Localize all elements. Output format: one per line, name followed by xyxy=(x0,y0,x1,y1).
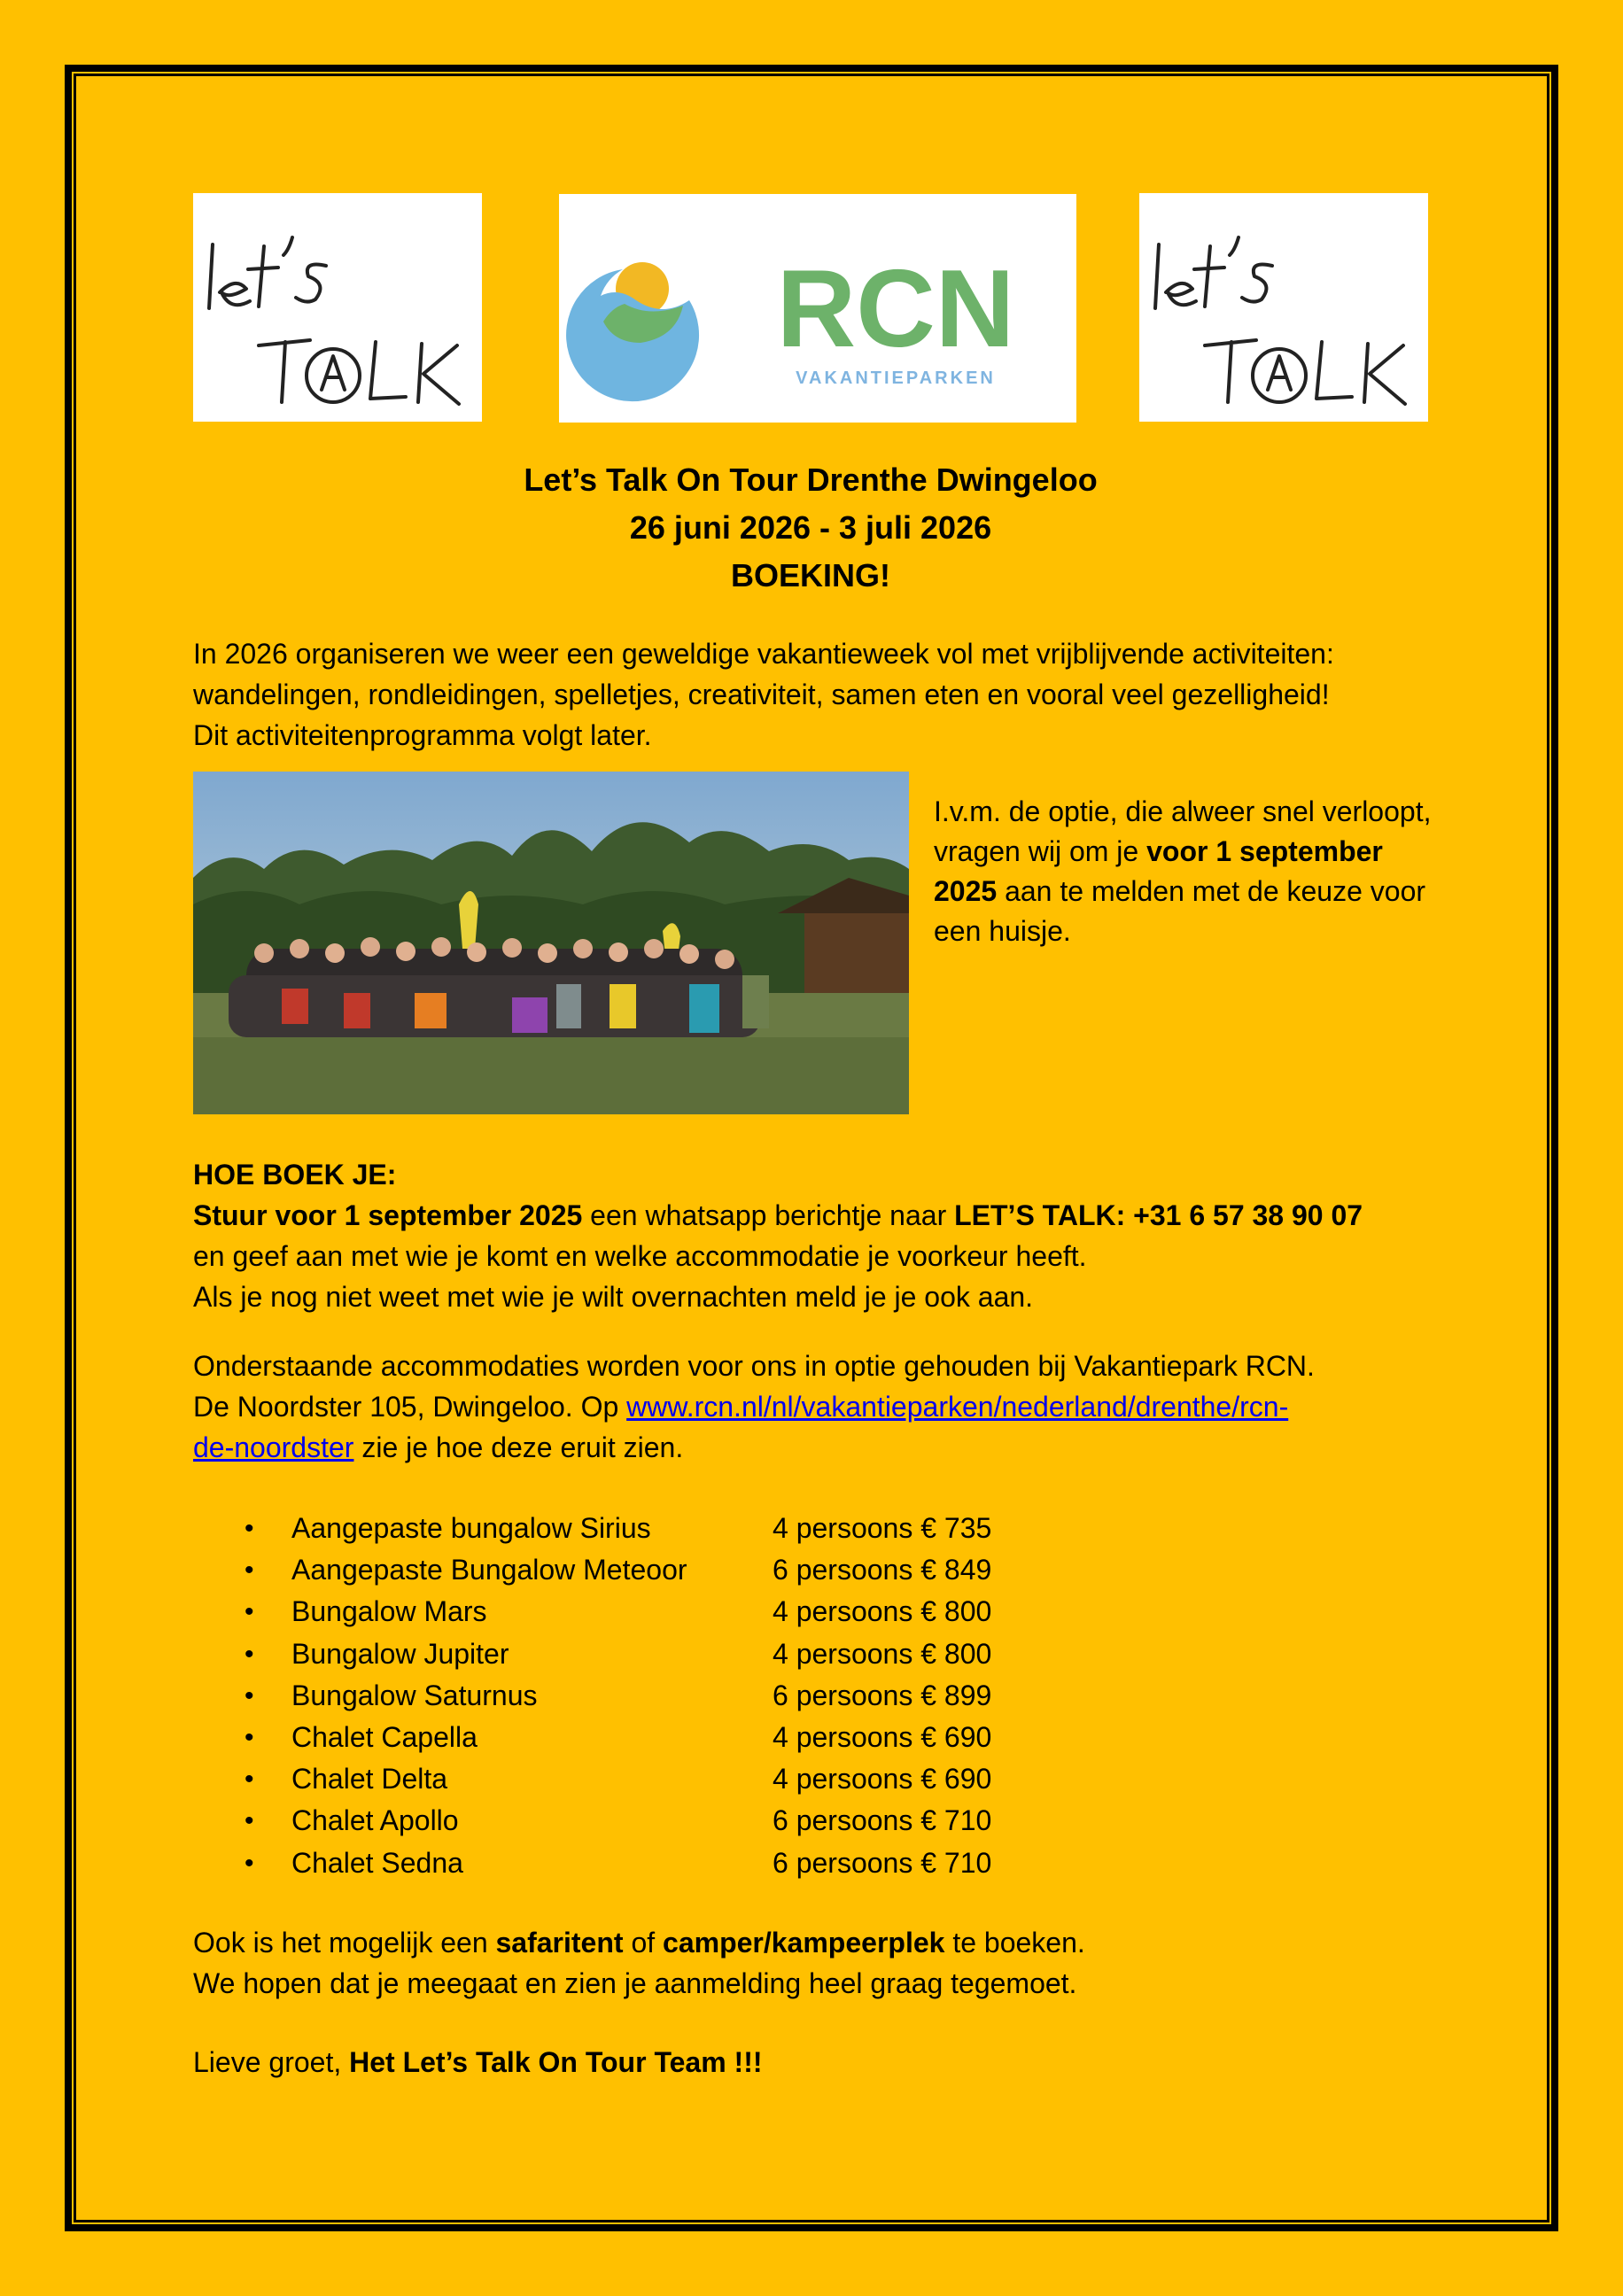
accommodation-price: 4 persoons € 690 xyxy=(773,1721,992,1754)
accommodation-item xyxy=(230,1800,1116,1842)
accommodation-name: Bungalow Jupiter xyxy=(291,1637,509,1670)
bullet-icon: • xyxy=(245,1848,254,1878)
bullet-icon: • xyxy=(245,1555,254,1586)
how-to-book-mid: een whatsapp berichtje naar xyxy=(582,1199,955,1231)
intro-line-3: Dit activiteitenprogramma volgt later. xyxy=(193,719,652,751)
accommodation-price: 4 persoons € 800 xyxy=(773,1637,992,1670)
how-to-book-contact: LET’S TALK: +31 6 57 38 90 07 xyxy=(954,1199,1363,1231)
closing-line-2: We hopen dat je meegaat en zien je aanmelding heel graag tegemoet. xyxy=(193,1967,1077,1999)
intro-paragraph xyxy=(193,633,1451,756)
bullet-icon: • xyxy=(245,1806,254,1836)
title-line-dates: 26 juni 2026 - 3 juli 2026 xyxy=(629,509,992,546)
greeting xyxy=(193,2042,1451,2083)
accommodation-item xyxy=(230,1675,1116,1717)
accommodation-name: Chalet Delta xyxy=(291,1763,448,1796)
accommodation-price: 6 persoons € 849 xyxy=(773,1554,992,1586)
option-notice-text-1: I.v.m. de optie, die alweer snel verloopt, vragen wij om je xyxy=(934,795,1432,867)
accommodations-intro-line-2 xyxy=(193,1386,1451,1427)
group-photo xyxy=(193,772,909,1114)
accommodation-item xyxy=(230,1842,1116,1884)
how-to-book-deadline: Stuur voor 1 september 2025 xyxy=(193,1199,583,1231)
accommodation-price: 4 persoons € 800 xyxy=(773,1595,992,1628)
intro-line-2: wandelingen, rondleidingen, spelletjes, creativiteit, samen eten en vooral veel gezelligheid! xyxy=(193,679,1330,710)
option-notice-text-2: aan te melden met de keuze voor een huisje. xyxy=(934,875,1426,947)
accommodation-name: Chalet Sedna xyxy=(291,1846,463,1879)
how-to-book-line-3: Als je nog niet weet met wie je wilt overnachten meld je je ook aan. xyxy=(193,1281,1034,1313)
bullet-icon: • xyxy=(245,1765,254,1795)
accommodation-price: 4 persoons € 735 xyxy=(773,1512,992,1544)
accommodation-item xyxy=(230,1508,1116,1549)
accommodation-price: 6 persoons € 710 xyxy=(773,1804,992,1837)
rcn-website-link-continued[interactable]: de-noordster xyxy=(193,1431,354,1463)
bullet-icon: • xyxy=(245,1680,254,1710)
closing-of: of xyxy=(623,1927,664,1959)
accommodation-price: 4 persoons € 690 xyxy=(773,1763,992,1796)
lets-talk-logo-graphic xyxy=(193,193,482,422)
option-notice-deadline: voor 1 september 2025 xyxy=(934,835,1383,907)
lets-talk-logo-right xyxy=(1139,193,1428,422)
bullet-icon: • xyxy=(245,1723,254,1753)
bullet-icon: • xyxy=(245,1597,254,1627)
accommodation-item xyxy=(230,1758,1116,1800)
accommodation-item xyxy=(230,1633,1116,1675)
bullet-icon: • xyxy=(245,1514,254,1543)
accommodations-intro-line-1: Onderstaande accommodaties worden voor ons in optie gehouden bij Vakantiepark RCN. xyxy=(193,1350,1315,1382)
closing-line-1 xyxy=(193,1922,1451,1963)
page-title xyxy=(193,456,1428,600)
how-to-book-heading: HOE BOEK JE: xyxy=(193,1159,397,1191)
lets-talk-logo-left xyxy=(193,193,482,422)
accommodation-name: Chalet Capella xyxy=(291,1721,478,1754)
option-notice xyxy=(934,792,1448,951)
bullet-icon: • xyxy=(245,1639,254,1669)
rcn-logo-graphic xyxy=(559,194,1076,423)
accommodation-item xyxy=(230,1549,1116,1591)
how-to-book-line-2: en geef aan met wie je komt en welke accommodatie je voorkeur heeft. xyxy=(193,1240,1087,1272)
how-to-book-section xyxy=(193,1154,1451,1317)
rcn-brand-text: RCN xyxy=(776,248,1015,370)
accommodation-name: Aangepaste bungalow Sirius xyxy=(291,1512,651,1544)
how-to-book-instruction xyxy=(193,1195,1451,1236)
accommodation-price: 6 persoons € 899 xyxy=(773,1679,992,1711)
accommodations-intro-suffix: zie je hoe deze eruit zien. xyxy=(353,1431,684,1463)
title-line-booking: BOEKING! xyxy=(731,557,890,593)
rcn-subtitle-text: VAKANTIEPARKEN xyxy=(796,368,996,388)
closing-camper: camper/kampeerplek xyxy=(663,1927,945,1959)
accommodations-intro xyxy=(193,1346,1451,1468)
closing-prefix: Ook is het mogelijk een xyxy=(193,1927,496,1959)
accommodation-item xyxy=(230,1717,1116,1758)
closing-suffix: te boeken. xyxy=(944,1927,1085,1959)
accommodation-item xyxy=(230,1591,1116,1633)
group-photo-graphic xyxy=(193,772,909,1114)
closing-paragraph xyxy=(193,1922,1451,2004)
accommodations-intro-line-3 xyxy=(193,1427,1451,1468)
greeting-team: Het Let’s Talk On Tour Team !!! xyxy=(349,2046,763,2078)
greeting-prefix: Lieve groet, xyxy=(193,2046,350,2078)
accommodation-name: Bungalow Mars xyxy=(291,1595,487,1628)
closing-safaritent: safaritent xyxy=(495,1927,624,1959)
rcn-vakantieparken-logo xyxy=(559,194,1076,423)
rcn-website-link[interactable]: www.rcn.nl/nl/vakantieparken/nederland/drenthe/rcn- xyxy=(626,1391,1289,1423)
intro-line-1: In 2026 organiseren we weer een geweldige vakantieweek vol met vrijblijvende activiteiten: xyxy=(193,638,1334,670)
accommodation-name: Bungalow Saturnus xyxy=(291,1679,538,1711)
accommodation-price: 6 persoons € 710 xyxy=(773,1846,992,1879)
accommodations-address: De Noordster 105, Dwingeloo. Op xyxy=(193,1391,627,1423)
accommodation-name: Aangepaste Bungalow Meteoor xyxy=(291,1554,687,1586)
accommodation-list xyxy=(230,1508,1116,1884)
title-line-event: Let’s Talk On Tour Drenthe Dwingeloo xyxy=(524,462,1098,498)
lets-talk-logo-graphic xyxy=(1139,193,1428,422)
accommodation-name: Chalet Apollo xyxy=(291,1804,459,1837)
